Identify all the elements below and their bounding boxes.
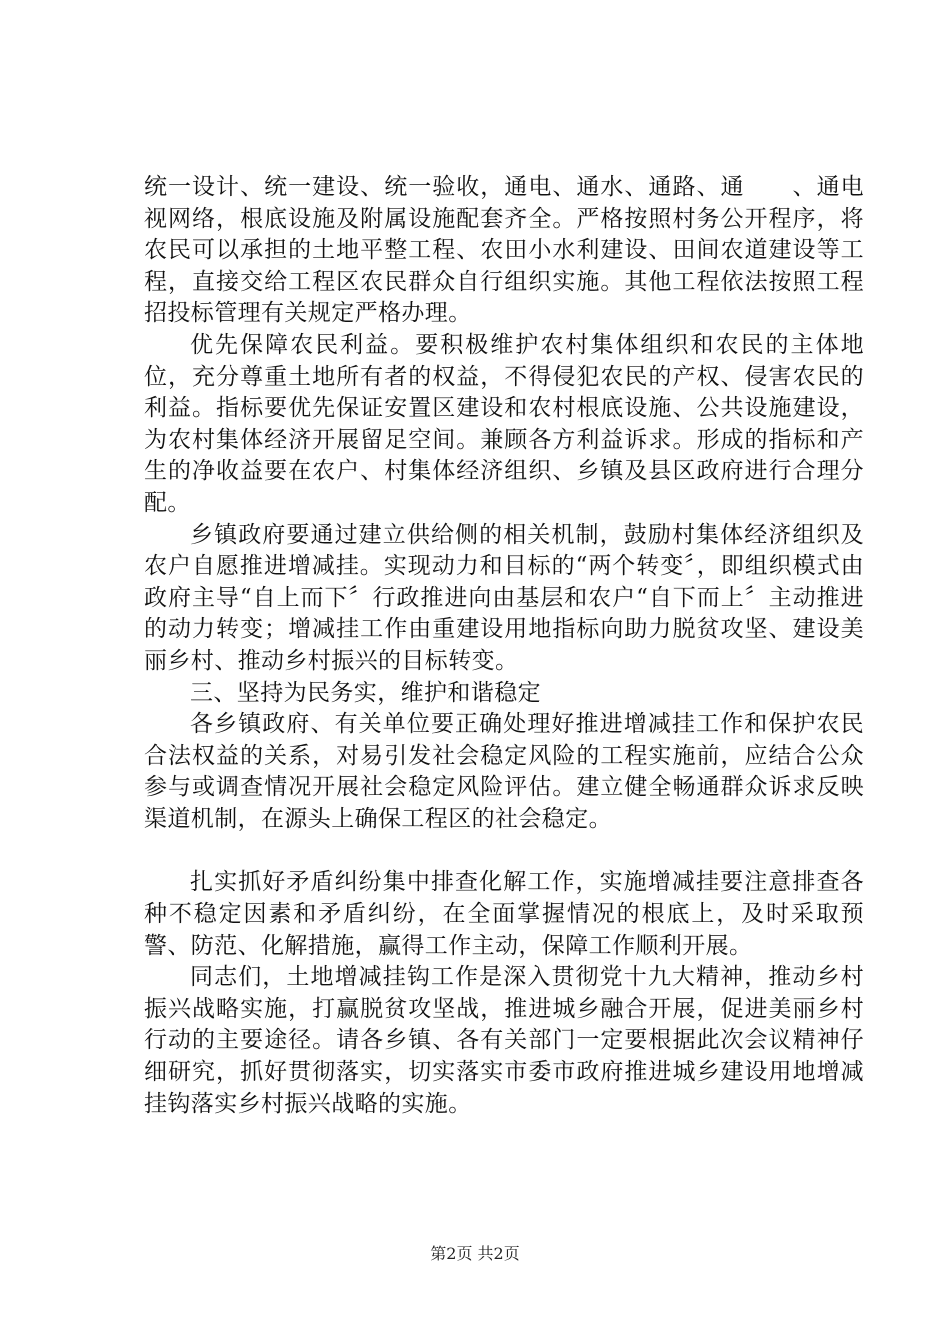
paragraph-5: 各乡镇政府、有关单位要正确处理好推进增减挂工作和保护农民合法权益的关系，对易引发社会稳定风险的工程实施前，应结合公众参与或调查情况开展社会稳定风险评估。建立健全畅通群众诉求反映渠道机制，在源头上确保工程区的社会稳定。 [144, 711, 864, 832]
paragraph-7: 同志们，土地增减挂钩工作是深入贯彻党十九大精神，推动乡村振兴战略实施，打赢脱贫攻坚战，推进城乡融合开展，促进美丽乡村行动的主要途径。请各乡镇、各有关部门一定要根据此次会议精神仔细研究，抓好贯彻落实，切实落实市委市政府推进城乡建设用地增减挂钩落实乡村振兴战略的实施。 [144, 964, 864, 1117]
paragraph-2: 优先保障农民利益。要积极维护农村集体组织和农民的主体地位，充分尊重土地所有者的权益，不得侵犯农民的产权、侵害农民的利益。指标要优先保证安置区建设和农村根底设施、公共设施建设，为农村集体经济开展留足空间。兼顾各方利益诉求。形成的指标和产生的净收益要在农户、村集体经济组织、乡镇及县区政府进行合理分配。 [144, 331, 864, 516]
page-number-footer: 第2页 共2页 [430, 1244, 520, 1263]
document-body [144, 172, 864, 1120]
paragraph-3: 乡镇政府要通过建立供给侧的相关机制，鼓励村集体经济组织及农户自愿推进增减挂。实现动力和目标的“两个转变〞，即组织模式由政府主导“自上而下〞行政推进向由基层和农户“自下而上〞主动推进的动力转变；增减挂工作由重建设用地指标向助力脱贫攻坚、建设美丽乡村、推动乡村振兴的目标转变。 [144, 521, 864, 674]
section-heading: 三、坚持为民务实，维护和谐稳定 [190, 679, 541, 706]
paragraph-1: 统一设计、统一建设、统一验收，通电、通水、通路、通 、通电视网络，根底设施及附属设施配套齐全。严格按照村务公开程序，将农民可以承担的土地平整工程、农田小水利建设、田间农道建设等工程，直接交给工程区农民群众自行组织实施。其他工程依法按照工程招投标管理有关规定严格办理。 [144, 174, 864, 327]
paragraph-gap [144, 835, 864, 867]
paragraph-6: 扎实抓好矛盾纠纷集中排查化解工作，实施增减挂要注意排查各种不稳定因素和矛盾纠纷，在全面掌握情况的根底上，及时采取预警、防范、化解措施，赢得工作主动，保障工作顺利开展。 [144, 869, 864, 959]
